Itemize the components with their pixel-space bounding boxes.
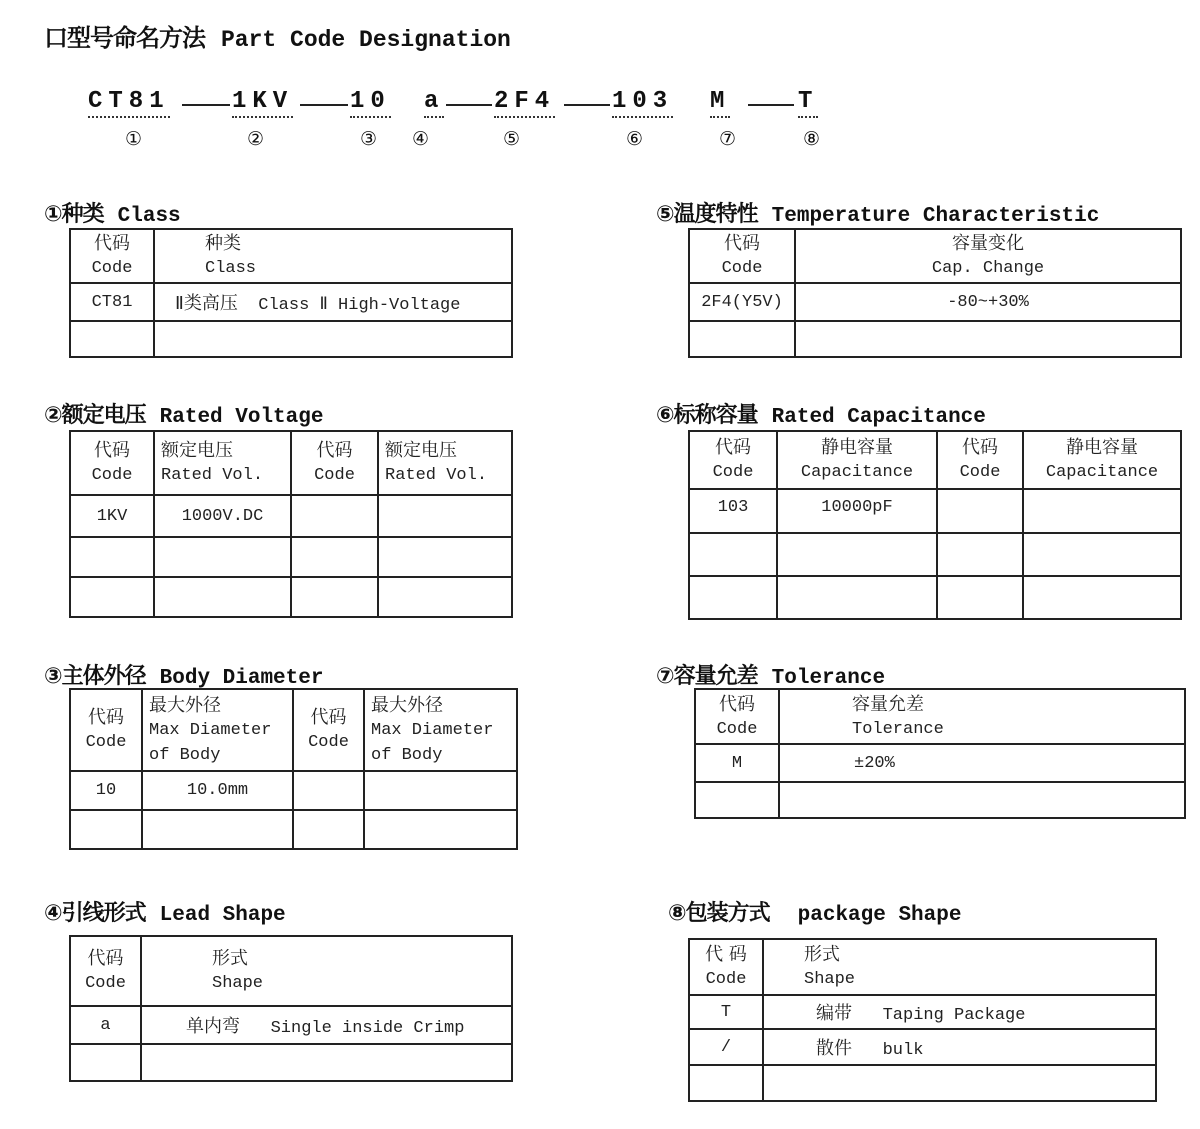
cell-empty <box>70 810 142 849</box>
cell-empty <box>70 1044 141 1081</box>
cell-empty <box>154 537 291 577</box>
package-table <box>688 938 1157 1102</box>
header-code: 代码 Code <box>689 229 795 283</box>
cell-code: 1KV <box>70 495 154 537</box>
cell-code: a <box>70 1006 141 1044</box>
header-code: 代 码 Code <box>689 939 763 995</box>
cell-empty <box>689 1065 763 1101</box>
code-number-5: ⑤ <box>503 128 521 150</box>
section-title-zh: ④引线形式 <box>44 901 146 926</box>
code-segment-tolerance: M <box>710 88 730 118</box>
code-number-6: ⑥ <box>626 128 644 150</box>
cell-capacitance: 10000pF <box>777 489 937 533</box>
section-title-package <box>668 896 961 927</box>
code-number-8: ⑧ <box>803 128 821 150</box>
section-title-en: Lead Shape <box>159 904 286 927</box>
cell-empty <box>937 576 1023 619</box>
header-max-diameter: 最大外径 Max Diameter of Body <box>142 689 293 771</box>
code-separator <box>300 104 348 106</box>
header-code: 代码 Code <box>689 431 777 489</box>
section-title-en: Rated Capacitance <box>771 406 986 429</box>
code-number-7: ⑦ <box>719 128 737 150</box>
class-table <box>69 228 513 358</box>
section-title-zh: ②额定电压 <box>44 403 146 428</box>
temperature-table <box>688 228 1182 358</box>
cell-empty <box>779 782 1185 818</box>
section-title-en: Body Diameter <box>159 667 324 690</box>
lead-table <box>69 935 513 1082</box>
section-title-voltage <box>44 398 323 429</box>
header-code: 代码 Code <box>293 689 364 771</box>
cell-shape: 散件 bulk <box>763 1029 1156 1065</box>
cell-empty <box>937 489 1023 533</box>
cell-empty <box>70 577 154 617</box>
section-title-zh: ①种类 <box>44 202 104 227</box>
header-max-diameter: 最大外径 Max Diameter of Body <box>364 689 517 771</box>
cell-tolerance: ±20% <box>779 744 1185 782</box>
page-title-en: Part Code Designation <box>221 27 511 53</box>
code-number-1: ① <box>125 128 143 150</box>
code-segment-package: T <box>798 88 818 118</box>
cell-empty <box>154 577 291 617</box>
voltage-table <box>69 430 513 618</box>
cell-empty <box>364 771 517 810</box>
section-title-en: Temperature Characteristic <box>771 205 1100 228</box>
tolerance-table <box>694 688 1186 819</box>
part-code-example <box>72 88 852 118</box>
header-capacitance: 静电容量 Capacitance <box>1023 431 1181 489</box>
section-title-zh: ⑥标称容量 <box>656 403 758 428</box>
cell-code: 103 <box>689 489 777 533</box>
cell-empty <box>291 537 378 577</box>
cell-empty <box>142 810 293 849</box>
section-title-temperature <box>656 197 1099 228</box>
cell-empty <box>695 782 779 818</box>
code-separator <box>446 104 492 106</box>
cell-empty <box>1023 489 1181 533</box>
cell-shape: 单内弯 Single inside Crimp <box>141 1006 512 1044</box>
code-separator <box>564 104 610 106</box>
header-rated-vol: 额定电压 Rated Vol. <box>154 431 291 495</box>
cell-code: / <box>689 1029 763 1065</box>
cell-empty <box>689 321 795 357</box>
cell-empty <box>364 810 517 849</box>
cell-empty <box>937 533 1023 576</box>
header-code: 代码 Code <box>937 431 1023 489</box>
header-shape: 形式 Shape <box>141 936 512 1006</box>
code-number-2: ② <box>247 128 265 150</box>
cell-empty <box>141 1044 512 1081</box>
cell-class: Ⅱ类高压 Class Ⅱ High-Voltage <box>154 283 512 321</box>
section-title-tolerance <box>656 659 885 690</box>
section-title-zh: ⑤温度特性 <box>656 202 758 227</box>
cell-empty <box>777 533 937 576</box>
section-title-en: package Shape <box>797 904 962 927</box>
code-segment-lead: a <box>424 88 444 118</box>
code-separator <box>182 104 230 106</box>
cell-empty <box>293 810 364 849</box>
page-title-zh: 口型号命名方法 <box>44 24 205 52</box>
section-title-lead <box>44 896 286 927</box>
cell-code: M <box>695 744 779 782</box>
code-segment-voltage: 1KV <box>232 88 293 118</box>
section-title-class <box>44 197 181 228</box>
code-segment-class: CT81 <box>88 88 170 118</box>
cell-empty <box>70 537 154 577</box>
cell-empty <box>70 321 154 357</box>
cell-empty <box>777 576 937 619</box>
section-title-en: Rated Voltage <box>159 406 324 429</box>
cell-code: 2F4(Y5V) <box>689 283 795 321</box>
capacitance-table <box>688 430 1182 620</box>
header-code: 代码 Code <box>70 689 142 771</box>
page-title <box>44 18 511 53</box>
header-cap-change: 容量变化 Cap. Change <box>795 229 1181 283</box>
header-rated-vol: 额定电压 Rated Vol. <box>378 431 512 495</box>
cell-cap-change: -80~+30% <box>795 283 1181 321</box>
header-code: 代码 Code <box>70 229 154 283</box>
cell-max-diameter: 10.0mm <box>142 771 293 810</box>
code-segment-capacitance: 103 <box>612 88 673 118</box>
cell-empty <box>795 321 1181 357</box>
header-tolerance: 容量允差 Tolerance <box>779 689 1185 744</box>
cell-shape: 编带 Taping Package <box>763 995 1156 1029</box>
cell-empty <box>1023 533 1181 576</box>
cell-empty <box>154 321 512 357</box>
section-title-en: Class <box>117 205 181 228</box>
cell-empty <box>291 577 378 617</box>
section-title-zh: ⑦容量允差 <box>656 664 758 689</box>
header-code: 代码 Code <box>695 689 779 744</box>
cell-code: CT81 <box>70 283 154 321</box>
cell-empty <box>689 576 777 619</box>
cell-code: T <box>689 995 763 1029</box>
cell-empty <box>689 533 777 576</box>
header-code: 代码 Code <box>291 431 378 495</box>
cell-empty <box>291 495 378 537</box>
header-shape: 形式 Shape <box>763 939 1156 995</box>
cell-empty <box>378 537 512 577</box>
code-segment-diameter: 10 <box>350 88 391 118</box>
section-title-diameter <box>44 659 323 690</box>
code-separator <box>748 104 794 106</box>
section-title-capacitance <box>656 398 986 429</box>
cell-code: 10 <box>70 771 142 810</box>
cell-rated-vol: 1000V.DC <box>154 495 291 537</box>
header-class: 种类 Class <box>154 229 512 283</box>
cell-empty <box>1023 576 1181 619</box>
cell-empty <box>378 495 512 537</box>
section-title-en: Tolerance <box>771 667 886 690</box>
cell-empty <box>378 577 512 617</box>
cell-empty <box>293 771 364 810</box>
header-code: 代码 Code <box>70 936 141 1006</box>
header-capacitance: 静电容量 Capacitance <box>777 431 937 489</box>
code-number-4: ④ <box>412 128 430 150</box>
section-title-zh: ⑧包装方式 <box>668 901 770 926</box>
cell-empty <box>763 1065 1156 1101</box>
section-title-zh: ③主体外径 <box>44 664 146 689</box>
header-code: 代码 Code <box>70 431 154 495</box>
code-segment-temp: 2F4 <box>494 88 555 118</box>
code-number-3: ③ <box>360 128 378 150</box>
diameter-table <box>69 688 518 850</box>
